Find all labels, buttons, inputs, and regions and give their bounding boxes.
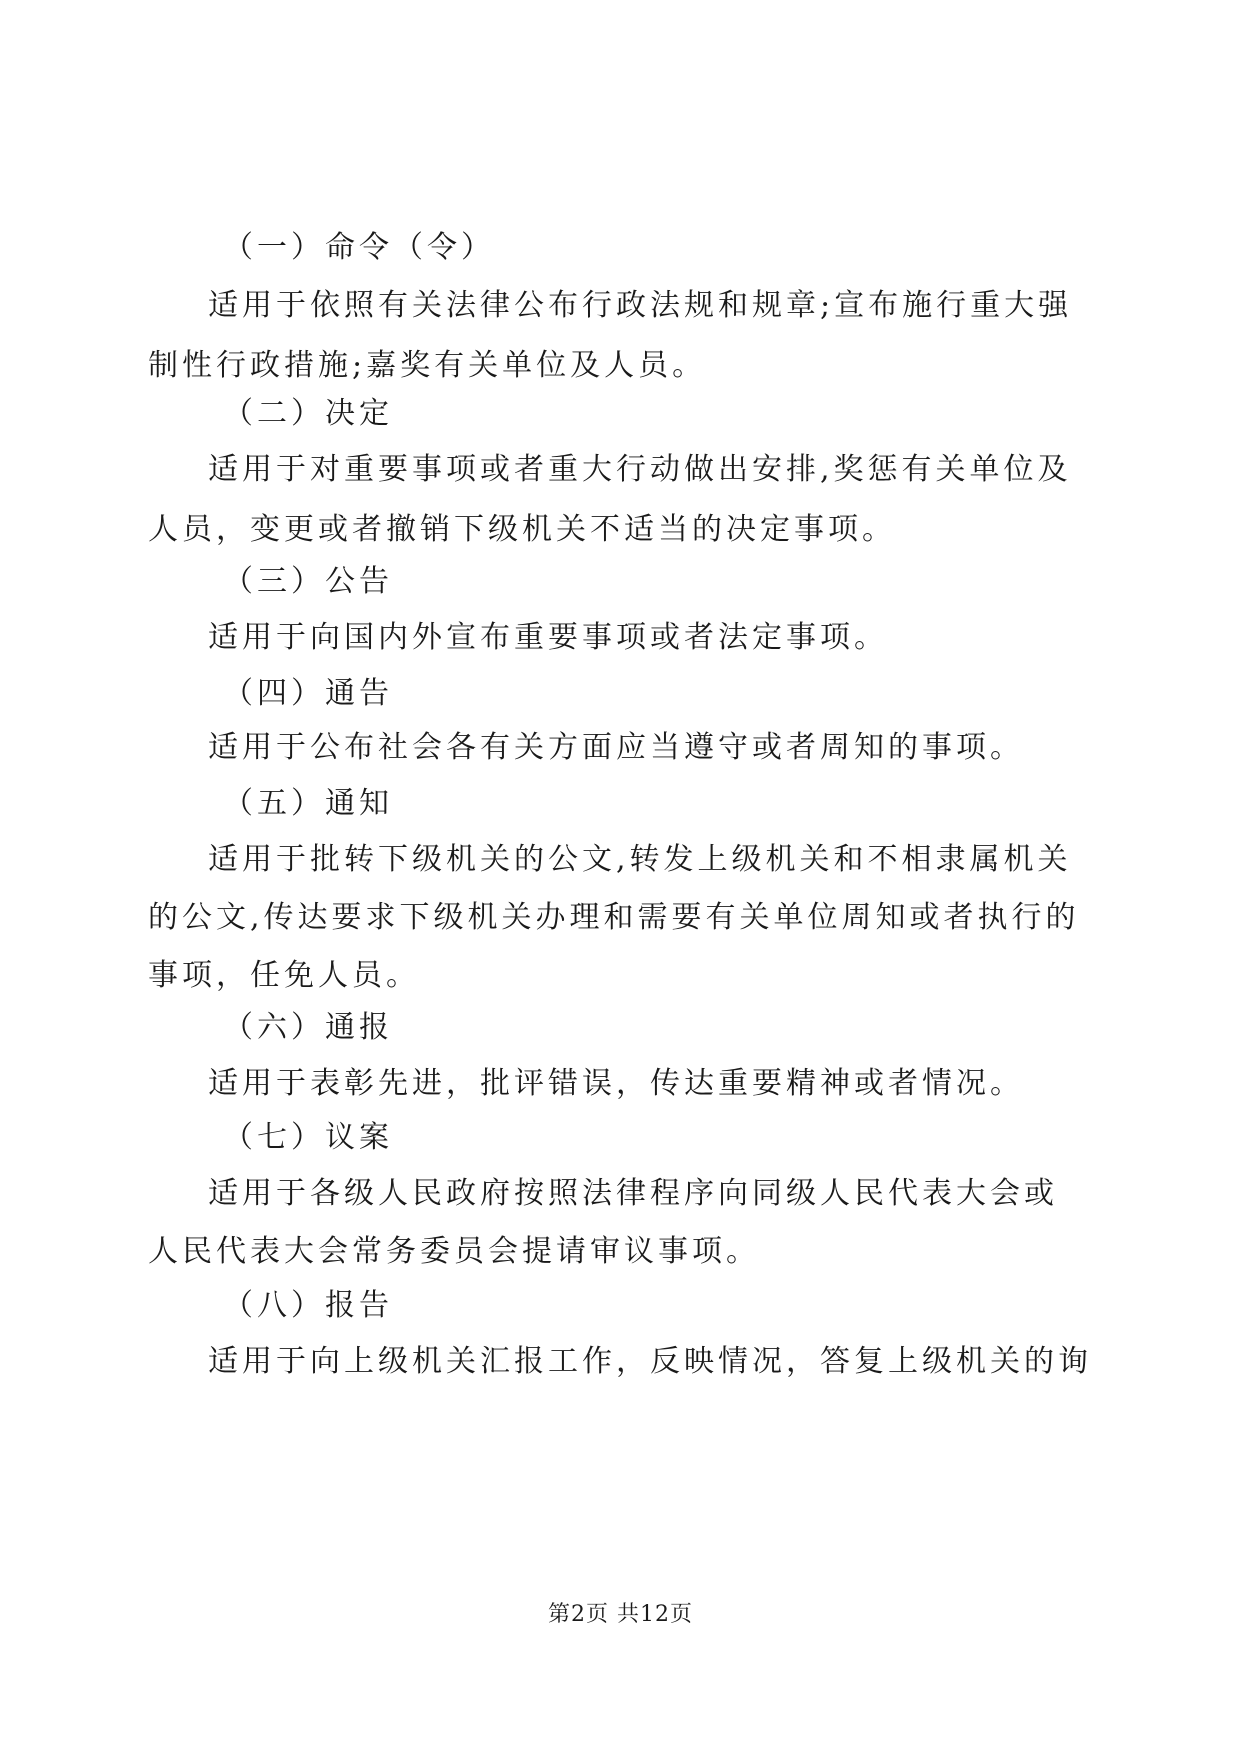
paragraph-line: 人民代表大会常务委员会提请审议事项。 <box>148 1234 760 1269</box>
paragraph-line: 适用于对重要事项或者重大行动做出安排,奖惩有关单位及 <box>208 452 1072 487</box>
paragraph-line: 适用于向国内外宣布重要事项或者法定事项。 <box>208 620 888 655</box>
heading-line: （五）通知 <box>223 786 393 821</box>
paragraph-line: 制性行政措施;嘉奖有关单位及人员。 <box>148 348 707 383</box>
paragraph-line: 事项，任免人员。 <box>148 958 420 993</box>
paragraph-line: 的公文,传达要求下级机关办理和需要有关单位周知或者执行的 <box>148 900 1080 935</box>
page-number-footer: 第2页 共12页 <box>548 1602 693 1627</box>
heading-line: （六）通报 <box>223 1010 393 1045</box>
heading-line: （三）公告 <box>223 564 393 599</box>
heading-line: （八）报告 <box>223 1288 393 1323</box>
heading-line: （七）议案 <box>223 1120 393 1155</box>
heading-line: （二）决定 <box>223 396 393 431</box>
paragraph-line: 适用于表彰先进，批评错误，传达重要精神或者情况。 <box>208 1066 1024 1101</box>
paragraph-line: 适用于批转下级机关的公文,转发上级机关和不相隶属机关 <box>208 842 1072 877</box>
heading-line: （一）命令（令） <box>223 230 495 265</box>
heading-line: （四）通告 <box>223 676 393 711</box>
paragraph-line: 适用于向上级机关汇报工作，反映情况，答复上级机关的询 <box>208 1344 1092 1379</box>
paragraph-line: 适用于依照有关法律公布行政法规和规章;宣布施行重大强 <box>208 288 1073 323</box>
paragraph-line: 适用于公布社会各有关方面应当遵守或者周知的事项。 <box>208 730 1024 765</box>
paragraph-line: 适用于各级人民政府按照法律程序向同级人民代表大会或 <box>208 1176 1058 1211</box>
paragraph-line: 人员，变更或者撤销下级机关不适当的决定事项。 <box>148 512 896 547</box>
